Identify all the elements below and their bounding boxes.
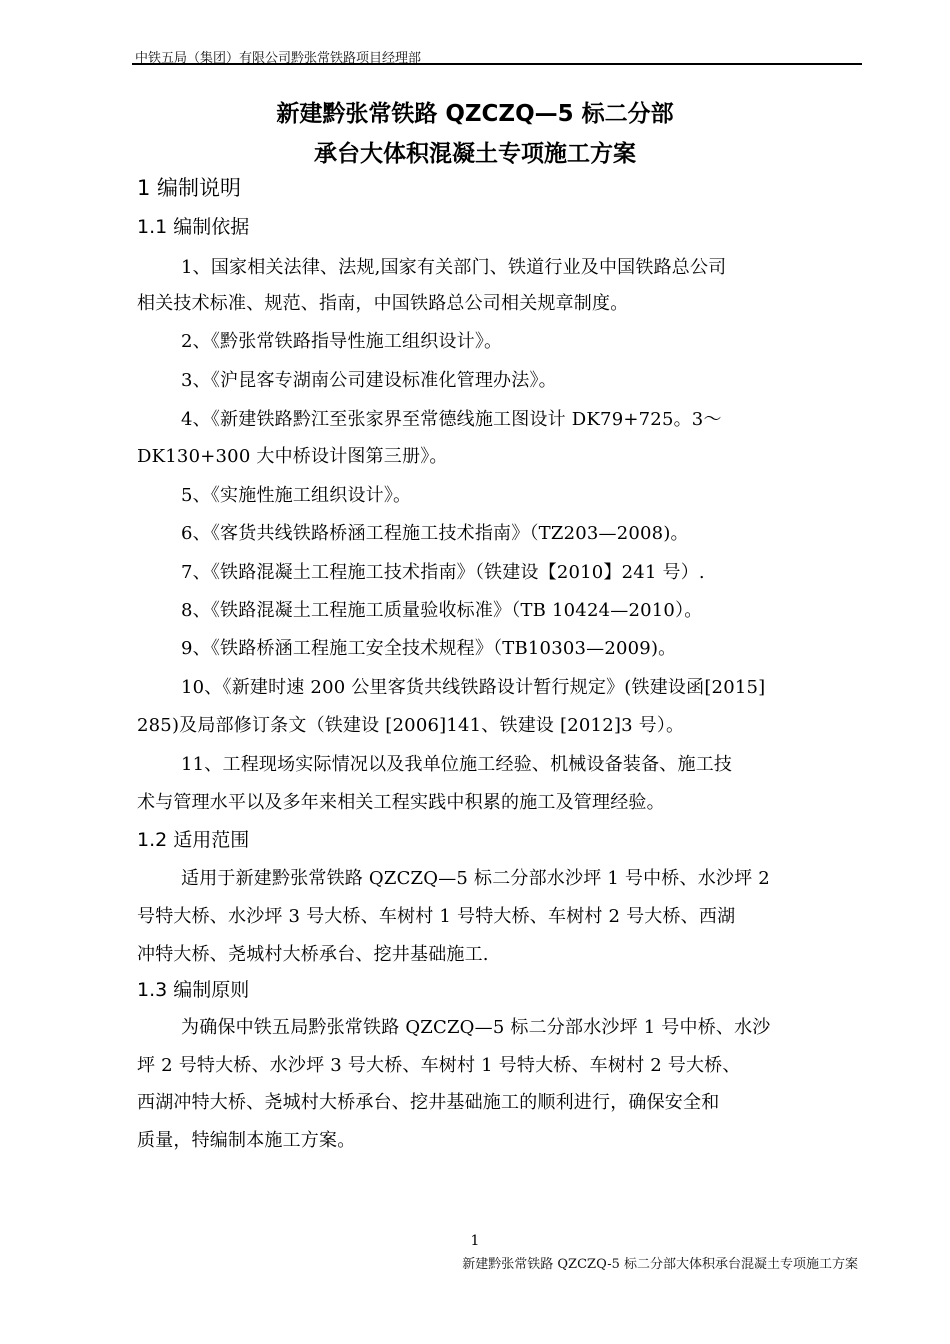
scope-line-2: 号特大桥、水沙坪 3 号大桥、车树村 1 号特大桥、车树村 2 号大桥、西湖 xyxy=(137,906,736,927)
document-title-line-1: 新建黔张常铁路 QZCZQ—5 标二分部 xyxy=(276,101,674,127)
basis-item-2: 2、《黔张常铁路指导性施工组织设计》。 xyxy=(181,331,503,352)
header-rule xyxy=(132,63,862,65)
basis-item-11-line-2: 术与管理水平以及多年来相关工程实践中积累的施工及管理经验。 xyxy=(137,792,665,813)
section-heading-1-1: 1.1 编制依据 xyxy=(137,216,250,238)
basis-item-1-line-2: 相关技术标准、规范、指南，中国铁路总公司相关规章制度。 xyxy=(137,293,629,314)
principle-line-1: 为确保中铁五局黔张常铁路 QZCZQ—5 标二分部水沙坪 1 号中桥、水沙 xyxy=(181,1017,771,1038)
section-heading-1-3: 1.3 编制原则 xyxy=(137,979,250,1001)
basis-item-8: 8、《铁路混凝土工程施工质量验收标准》（TB 10424—2010）。 xyxy=(181,600,703,621)
section-heading-1-2: 1.2 适用范围 xyxy=(137,829,250,851)
basis-item-7: 7、《铁路混凝土工程施工技术指南》（铁建设【2010】241 号）. xyxy=(181,562,705,583)
scope-line-3: 冲特大桥、尧城村大桥承台、挖井基础施工. xyxy=(137,944,489,965)
principle-line-3: 西湖冲特大桥、尧城村大桥承台、挖井基础施工的顺利进行，确保安全和 xyxy=(137,1092,720,1113)
basis-item-10-line-2: 285)及局部修订条文（铁建设 [2006]141、铁建设 [2012]3 号）。 xyxy=(137,715,685,736)
basis-item-6: 6、《客货共线铁路桥涵工程施工技术指南》（TZ203—2008)。 xyxy=(181,523,689,544)
basis-item-3: 3、《沪昆客专湖南公司建设标准化管理办法》。 xyxy=(181,370,557,391)
page-number: 1 xyxy=(470,1233,480,1249)
basis-item-9: 9、《铁路桥涵工程施工安全技术规程》（TB10303—2009)。 xyxy=(181,638,677,659)
basis-item-5: 5、《实施性施工组织设计》。 xyxy=(181,485,412,506)
basis-item-11-line-1: 11、工程现场实际情况以及我单位施工经验、机械设备装备、施工技 xyxy=(181,754,733,775)
running-footer: 新建黔张常铁路 QZCZQ-5 标二分部大体积承台混凝土专项施工方案 xyxy=(462,1257,858,1272)
running-header: 中铁五局（集团）有限公司黔张常铁路项目经理部 xyxy=(135,51,422,66)
section-heading-1: 1 编制说明 xyxy=(137,176,242,200)
scope-line-1: 适用于新建黔张常铁路 QZCZQ—5 标二分部水沙坪 1 号中桥、水沙坪 2 xyxy=(181,868,770,889)
basis-item-1-line-1: 1、国家相关法律、法规,国家有关部门、铁道行业及中国铁路总公司 xyxy=(181,257,727,278)
basis-item-10-line-1: 10、《新建时速 200 公里客货共线铁路设计暂行规定》(铁建设函[2015] xyxy=(181,677,766,698)
principle-line-4: 质量，特编制本施工方案。 xyxy=(137,1130,356,1151)
document-title-line-2: 承台大体积混凝土专项施工方案 xyxy=(314,141,636,167)
basis-item-4-line-1: 4、《新建铁路黔江至张家界至常德线施工图设计 DK79+725。3～ xyxy=(181,409,722,430)
basis-item-4-line-2: DK130+300 大中桥设计图第三册》。 xyxy=(137,446,448,467)
principle-line-2: 坪 2 号特大桥、水沙坪 3 号大桥、车树村 1 号特大桥、车树村 2 号大桥、 xyxy=(137,1055,741,1076)
